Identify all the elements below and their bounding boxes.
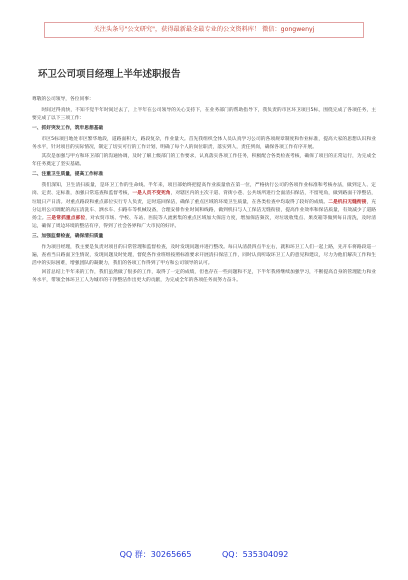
- section3-paragraph-1: 作为项目经理，我主要是负责对项目的日常管理和监督检查，及时发现问题并进行整改。每日从清晨四点半左右，就和环卫工人们一起上路，先开车将路段巡一遍，查看当日路面卫生情况，发现问题及时处理，督促各作业班组按照标准要求开展清扫保洁工作，同时认真听取环卫工人的意见和建议，尽力为他们解决工作和生活中的实际困难，增强团队的凝聚力，我们的各项工作得到了甲方和公司领导的认可。: [32, 245, 376, 267]
- section2-text-b: ，对辖区内的主次干道、背街小巷、公共场所进行全面清扫保洁，不留死角，做到路面干净整洁，垃圾日产日清。对重点路段和重点部位实行专人负责，定时巡回保洁，确保了重点区域的环境卫生质量，在各类检查中均取得了较好的成绩。: [32, 191, 376, 205]
- section2-text-d: ，对农贸市场、学校、车站、医院等人流密集的重点区域加大保洁力度，增加保洁频次，对垃圾收集点、果皮箱等做到每日清洗，及时清运，确保了周边环境的整洁有序，得到了社会各界和广大市民的好评。: [32, 215, 376, 229]
- section2-text-c: ，充分运用公司调配的高压清洗车、洒水车、扫路车等机械设备，合理安排作业时间和线路，做到机扫与人工保洁无缝衔接，提高作业效率和保洁质量，有效减少了道路扬尘。: [32, 199, 376, 221]
- greeting: 尊敬的公司领导，各位同事：: [32, 97, 94, 102]
- document-body: [32, 96, 376, 286]
- section-heading-3: 三、加强监督检查，确保清扫质量: [32, 233, 104, 239]
- contact-footer: [0, 549, 408, 560]
- section2-paragraph-1: [32, 182, 376, 231]
- section2-text-a: 我们深知，卫生清扫质量，是环卫工作的生命线。半年来，项目部始终把提高作业质量放在第一位，严格执行公司的各项作业标准和考核办法，做到定人、定岗、定责、定标准，加强日常巡查和监督考核，: [32, 183, 376, 197]
- section2-highlight-1: 一是人员不变死角: [132, 191, 171, 197]
- section1-paragraph-2: 其次是加强与甲方和环卫部门的沟通协调，及时了解上级部门的工作要求，认真落实各项工作任务，积极配合各类检查考核，确保了项目的正常运行，为完成全年任务奠定了坚实基础。: [32, 154, 376, 168]
- promo-banner: 关注头条号"公文研究"，获得最新最全最专业的公文资料库！ 微信：gongwenyj: [44, 22, 364, 38]
- qq-group-label: QQ 群：30265665: [119, 550, 192, 559]
- section-heading-2: 二、注重卫生质量，提高工作标准: [32, 172, 104, 178]
- section2-highlight-3: 三是常抓重点部位: [46, 215, 86, 221]
- section1-paragraph-1: 市区5标项目地处市区繁华地段，道路面积大，路段复杂，作业量大。首先我组织全体人员认真学习公司的各项规章制度和作业标准，提高大家的思想认识和业务水平，针对项目的实际情况，制定了切实可行的工作计划，明确了每个人的岗位职责，落实到人，责任到岗，确保各项工作有序开展。: [32, 136, 376, 150]
- document-title: 环卫公司项目经理上半年述职报告: [38, 69, 181, 80]
- section2-highlight-2: 二是机扫无缝衔接: [328, 199, 367, 205]
- intro-paragraph: 时间过得真快，不知不觉半年时间过去了，上半年在公司领导的关心支持下，在业务部门的帮助指导下，我负责的市区环卫项目5标，围绕完成了各项任务，主要完成了以下三项工作：: [32, 107, 376, 121]
- section-heading-1: 一、抓好突发工作，筑牢思想基础: [32, 125, 104, 131]
- qq-number-label: QQ：535304092: [222, 550, 289, 559]
- closing-paragraph: 回首总结上半年来的工作，我们虽然做了很多的工作，取得了一定的成绩，但也存在一些问题和不足，下半年我将继续加强学习，不断提高自身的管理能力和业务水平，带领全体环卫工人为城市的干净整洁作出更大的贡献，为完成全年的各项任务而努力奋斗。: [32, 270, 376, 284]
